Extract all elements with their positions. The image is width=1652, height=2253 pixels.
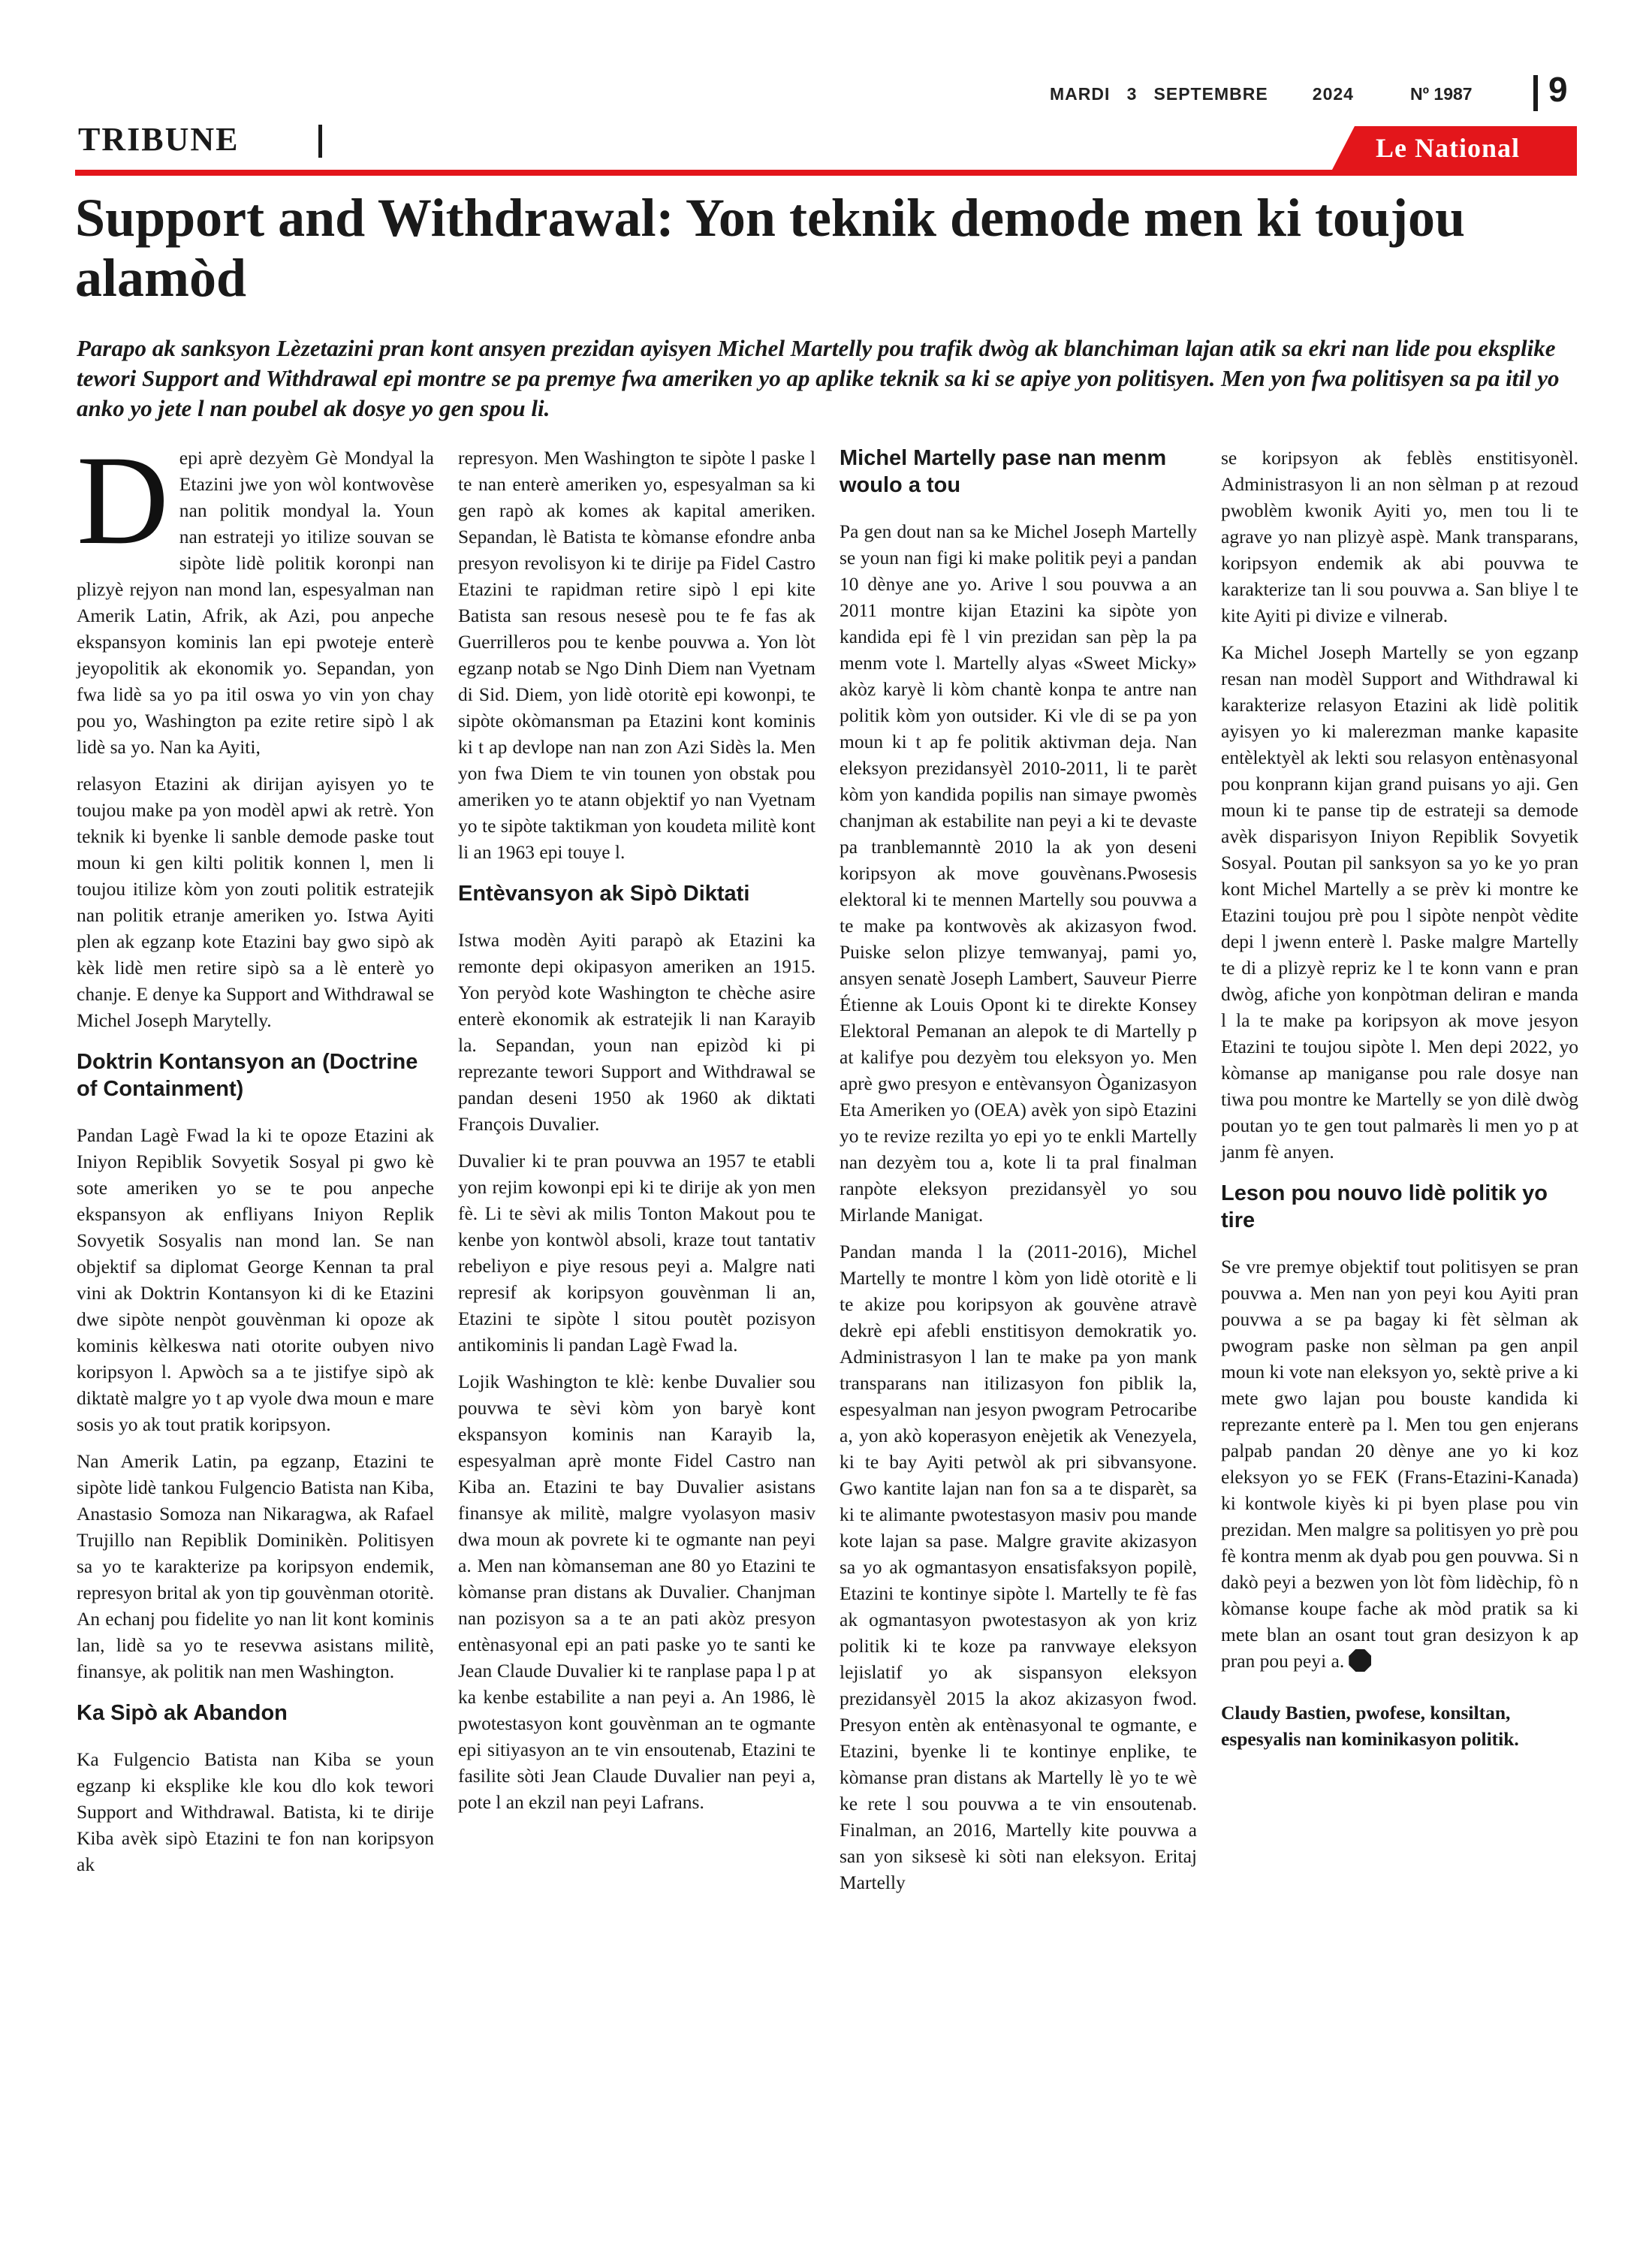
date-line [1050, 84, 1354, 104]
paragraph: Pandan Lagè Fwad la ki te opoze Etazini ak Iniyon Repiblik Sovyetik Sosyal pi gwo kè sote ameriken yo se te pou anpeche ekspansyon ak enfliyans Iniyon Replik Sovyetik Sosyalis nan mond lan. Se nan objektif sa diplomat George Kennan ta pral vini ak Doktrin Kontansyon ki di ke Etazini dwe sipòte nenpòt gouvènman ki opoze ak kominis kèlkeswa nati otorite oubyen nivo koripsyon l. Apwòch sa a te jistifye sipò ak diktatè malgre yo t ap vyole dwa moun e mare sosis yo ak tout pratik koripsyon. [77, 1124, 434, 1435]
paragraph: Pa gen dout nan sa ke Michel Joseph Martelly se youn nan figi ki make politik peyi a pandan 10 dènye ane yo. Arive l sou pouvwa a an 2011 montre kijan Etazini ka sipòte yon kandida epi fè l vin prezidan san pèp la pa menm vote l. Martelly alyas «Sweet Micky» akòz karyè li kòm chantè konpa te antre nan politik kòm yon outsider. Ki vle di se pa yon moun ki t ap fe politik aktivman deja. Nan eleksyon prezidansyèl 2010-2011, li te parèt kòm yon kandida popilis nan simaye pwomès chanjman ak estabilite nan peyi a ki te devaste pa tranblemanntè 2010 la ak yon deseni koripsyon ak move gouvènans.Pwosesis elektoral ki te mennen Martelly sou pouvwa a te make pa kontwovès ak akizasyon fwod. Puiske selon plizye temwanyaj, pami yo, ansyen senatè Joseph Lambert, Sauveur Pierre Étienne ak Louis Opont ki te direkte Konsey Elektoral Pemanan an alepok te di Martelly p at kalifye pou dezyèm tou eleksyon yo. Men aprè gwo presyon e entèvansyon Òganizasyon Eta Ameriken yo (OEA) avèk yon sipò Etazini yo te revize rezilta yo epi yo te enkli Martelly nan dezyèm tou a, kote li ta pral finalman ranpòte eleksyon prezidansyèl yo sou Mirlande Manigat. [840, 520, 1197, 1226]
paragraph: relasyon Etazini ak dirijan ayisyen yo te toujou make pa yon modèl apwi ak retrè. Yon teknik ki byenke li sanble demode paske tout moun ki gen kilti politik konnen l, men li toujou itilize kòm yon zouti politik estratejik nan politik etranje ameriken yo. Istwa Ayiti plen ak egzanp kote Etazini bay gwo sipò ak kèk lidè men retire sipò sa a lè enterè yo chanje. E denye ka Support and Withdrawal se Michel Joseph Marytelly. [77, 773, 434, 1031]
date-day: MARDI [1050, 84, 1111, 104]
end-of-article-icon [1349, 1649, 1371, 1672]
paragraph-text: epi aprè dezyèm Gè Mondyal la Etazini jwe yon wòl kontwovèse nan politik mondyal la. Youn nan estrateji yo itilize souvan se sipòte lidè politik koronpi nan plizyè rejyon nan mond lan, espesyalman nan Amerik Latin, Afrik, ak Azi, pou anpeche ekspansyon kominis lan epi pwoteje enterè jeyopolitik ak ekonomik yo. Sepandan, yon fwa lidè sa yo pa itil oswa yo vin yon chay pou yo, Washington pa ezite retire sipò l ak lidè sa yo. Nan ka Ayiti, [77, 447, 434, 758]
article-column-1 [77, 430, 434, 1888]
article-column-2 [458, 445, 815, 1826]
drop-cap: D [77, 430, 169, 571]
paragraph: Duvalier ki te pran pouvwa an 1957 te etabli yon rejim kowonpi epi ki te dirije ak yon men fè. Li te sèvi ak milis Tonton Makout pou te kenbe yon kontwòl absoli, kraze tout tantativ rebeliyon e piye resous peyi a. Malgre nati represif ak koripsyon gouvènman li an, Etazini te sipòte l sitou poutèt pozisyon antikominis li pandan Lagè Fwad la. [458, 1150, 815, 1356]
article-lede: Parapo ak sanksyon Lèzetazini pran kont ansyen prezidan ayisyen Michel Martelly pou trafik dwòg ak blanchiman lajan atik sa ekri nan lide pou eksplike tewori Support and Withdrawal epi montre se pa premye fwa ameriken yo ap aplike teknik sa ki se apiye yon politisyen. Men yon fwa politisyen sa pa itil yo anko yo jete l nan poubel ak dosye yo gen spou li. [77, 335, 1560, 421]
paragraph: se koripsyon ak feblès enstitisyonèl. Administrasyon li an non sèlman p at rezoud pwoblèm kwonik Ayiti yo, men tou li te agrave yo nan plizyè aspè. Mank transparans, koripsyon endemik ak abi pouvwa te karakterize tan li sou pouvwa a. San bliye l te kite Ayiti pi divize e vilnerab. [1221, 447, 1578, 626]
date-number: 3 [1126, 84, 1138, 104]
section-heading: Ka Sipò ak Abandon [77, 1701, 288, 1725]
page-number: 9 [1548, 70, 1568, 109]
author-byline: Claudy Bastien, pwofese, konsiltan, espesyalis nan kominikasyon politik. [1221, 1702, 1519, 1750]
paragraph [1221, 1253, 1578, 1674]
section-heading: Doktrin Kontansyon an (Doctrine of Containment) [77, 1050, 418, 1101]
section-title: TRIBUNE [78, 121, 240, 158]
paragraph-text: Se vre premye objektif tout politisyen se pran pouvwa a. Men nan yon peyi kou Ayiti pran pouvwa a se pa bagay ki fèt sèlman ak pwogram paske non sèlman pa gen anpil moun ki vote nan eleksyon yo, sektè prive a ki mete gwo lajan pou bouste kandida ki reprezante enterè pa l. Men tou gen enjerans palpab pandan 20 dènye ane yo ki koz eleksyon yo se FEK (Frans-Etazini-Kanada) ki kontwole kiyès ki pi byen plase pou vin prezidan. Men malgre sa politisyen yo prè pou fè kontra menm ak dyab pou gen pouvwa. Si n dakò peyi a bezwen yon lòt fòm lidèchip, fò n kòmanse koupe fache ak mòd pratik sa ki mete blan an osant tout gran desizyon k ap pran pou peyi a. [1221, 1256, 1578, 1672]
paragraph [77, 430, 434, 760]
header-rule [75, 170, 1577, 176]
date-month: SEPTEMBRE [1153, 84, 1268, 104]
section-divider [318, 125, 322, 158]
issue-number: Nº 1987 [1410, 84, 1473, 104]
article-headline: Support and Withdrawal: Yon teknik demode men ki toujou alamòd [75, 188, 1466, 308]
page-number-divider [1533, 75, 1538, 111]
paragraph: Ka Fulgencio Batista nan Kiba se youn egzanp ki eksplike kle kou dlo kok tewori Support and Withdrawal. Batista, ki te dirije Kiba avèk sipò Etazini te fon nan koripsyon ak [77, 1748, 434, 1875]
section-heading: Michel Martelly pase nan menm woulo a tou [840, 446, 1167, 497]
masthead [0, 0, 1652, 173]
section-heading: Entèvansyon ak Sipò Diktati [458, 882, 750, 906]
section-heading: Leson pou nouvo lidè politik yo tire [1221, 1181, 1548, 1232]
paragraph: Ka Michel Joseph Martelly se yon egzanp resan nan modèl Support and Withdrawal ki karakterize relasyon Etazini ak lidè politik ayisyen yo ki malerezman manke kapasite entèlektyèl ak lekti sou relasyon entènasyonal pou konprann kijan grand puisans yo aji. Gen moun ki te panse tip de estrateji sa demode avèk disparisyon Iniyon Repiblik Sovyetik Sosyal. Poutan pil sanksyon sa yo ke yo pran kont Michel Martelly a se prèv ki montre ke Etazini toujou prè pou l sipòte nenpòt vèdite depi l jwenn enterè l. Paske malgre Martelly te di a plizyè repriz ke l te konn vann e pran dwòg, afiche yon konpòtman deliran e manda l la te make pa koripsyon ak move jesyon Etazini te toujou sipòte l. Men depi 2022, yo kòmanse ap maniganse pou rale dosye nan tiwa pou montre ke Martelly se yon dilè dwòg poutan yo te gen tout palmarès li men yo p at janm fè anyen. [1221, 641, 1578, 1163]
paragraph: Lojik Washington te klè: kenbe Duvalier sou pouvwa te sèvi kòm yon baryè kont ekspansyon kominis nan Karayib la, espesyalman aprè monte Fidel Castro nan Kiba an. Etazini te bay Duvalier asistans finansye ak militè, malgre vyolasyon masiv dwa moun ak povrete ki te ogmante nan peyi a. Men nan kòmanseman ane 80 yo Etazini te kòmanse pran distans ak Duvalier. Chanjman nan pozisyon sa a te an pati akòz presyon entènasyonal epi an pati paske yo te santi ke Jean Claude Duvalier ki te ranplase papa l p at ka kenbe estabilite a nan peyi a. An 1986, lè pwotestasyon kont gouvènman an te ogmante epi sitiyasyon an te vin ensoutenab, Etazini te fasilite sòti Jean Claude Duvalier nan peyi a, pote l an ekzil nan peyi Lafrans. [458, 1371, 815, 1813]
paragraph: Pandan manda l la (2011-2016), Michel Martelly te montre l kòm yon lidè otoritè e li te akize pou koripsyon ak gouvène atravè dekrè epi afebli enstitisyon demokratik yo. Administrasyon l lan te make pa yon mank transparans nan itilizasyon fon piblik la, espesyalman nan jesyon pwogram Petrocaribe a, yon akò koperasyon enèjetik ak Venezyela, ki te bay Ayiti petwòl ak pri sibvansyone. Gwo kantite lajan nan fon sa a te disparèt, sa ki te alimante pwotestasyon masiv pou mande kote lajan sa pase. Malgre gravite akizasyon sa yo ak ogmantasyon ensatisfaksyon popilè, Etazini te kontinye sipòte l. Martelly te fè fas ak ogmantasyon pwotestasyon ak yon kriz politik ki te koze pa ranvwaye eleksyon lejislatif yo ak sispansyon eleksyon prezidansyèl 2015 la akoz akizasyon fwod. Presyon entèn ak entènasyonal te ogmante, e Etazini, byenke li te kontinye enplike, te kòmanse pran distans ak Martelly lè yo te wè ke rete l sou pouvwa a te vin ensoutenab. Finalman, an 2016, Martelly kite pouvwa a san yon siksesè ki sòti nan eleksyon. Eritaj Martelly [840, 1241, 1197, 1893]
paragraph: Istwa modèn Ayiti parapò ak Etazini ka remonte depi okipasyon ameriken an 1915. Yon peryòd kote Washington te chèche asire enterè ekonomik ak estratejik li nan Karayib la. Sepandan, youn nan epizòd ki pi reprezante tewori Support and Withdrawal se pandan deseni 1950 ak 1960 ak diktati François Duvalier. [458, 929, 815, 1135]
article-column-4 [1221, 445, 1578, 1763]
paragraph: Nan Amerik Latin, pa egzanp, Etazini te sipòte lidè tankou Fulgencio Batista nan Kiba, Anastasio Somoza nan Nikaragwa, ak Rafael Trujillo nan Repiblik Dominikèn. Politisyen sa yo te karakterize pa koripsyon endemik, represyon brital ak yon tip gouvènman otoritè. An echanj pou fidelite yo nan lit kont kominis lan, lidè sa yo te resevwa asistans militè, finansye, ak politik nan men Washington. [77, 1450, 434, 1682]
article-column-3 [840, 445, 1197, 1906]
paragraph: represyon. Men Washington te sipòte l paske l te nan enterè ameriken yo, espesyalman sa ki gen rapò ak komes ak kapital ameriken. Sepandan, lè Batista te kòmanse efondre anba presyon revolisyon ki te dirije pa Fidel Castro Etazini te rapidman retire sipò l epi kite Batista san resous nesesè pou te fe fas ak Guerrilleros pou te kenbe pouvwa a. Yon lòt egzanp notab se Ngo Dinh Diem nan Vyetnam di Sid. Diem, yon lidè otoritè epi kowonpi, te sipòte okòmansman pa Etazini kont kominis ki t ap devlope nan nan zon Azi Sidès la. Men yon fwa Diem te vin tounen yon obstak pou ameriken yo te atann objektif yo nan Vyetnam yo te sipòte taktikman yon koudeta militè kont li an 1963 epi touye l. [458, 447, 815, 863]
date-year: 2024 [1312, 84, 1354, 104]
brand-logo-text: Le National [1376, 133, 1521, 163]
